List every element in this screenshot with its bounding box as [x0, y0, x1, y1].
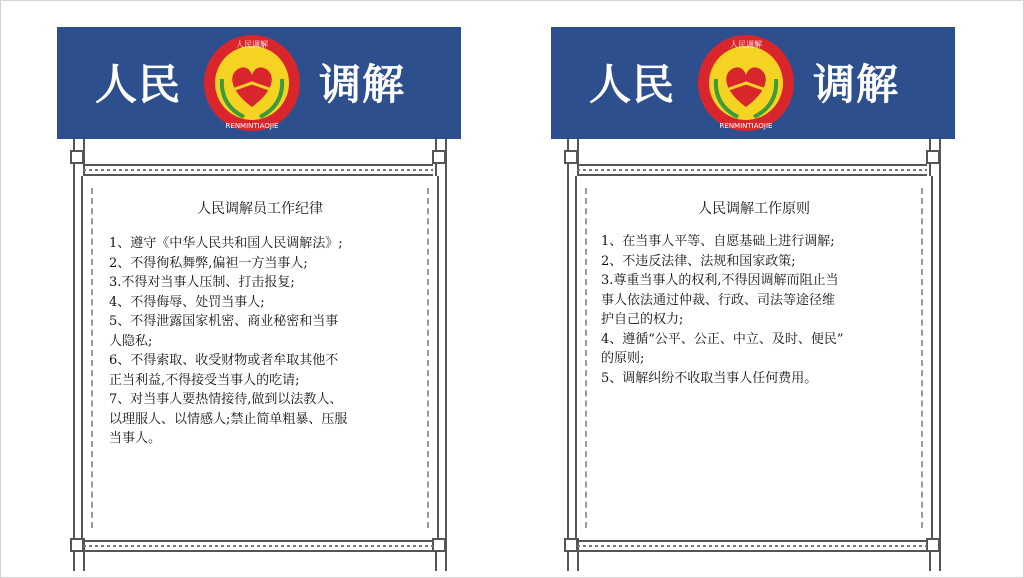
- rule-line: 事人依法通过仲裁、行政、司法等途径维: [601, 292, 836, 308]
- rule-line: 2、不违反法律、法规和国家政策;: [601, 253, 796, 269]
- rule-line: 1、遵守《中华人民共和国人民调解法》;: [109, 236, 343, 251]
- mediation-emblem-icon: [696, 33, 796, 133]
- rule-line: 1、在当事人平等、自愿基础上进行调解;: [601, 234, 835, 249]
- emblem-bottom-text: RENMINTIAOJIE: [225, 122, 279, 130]
- bottom-rail: [577, 540, 927, 552]
- rule-line: 人隐私;: [109, 333, 153, 349]
- mediation-emblem-icon: [202, 33, 302, 133]
- post-cap: [564, 538, 578, 552]
- rule-line: 2、不得徇私舞弊,偏袒一方当事人;: [109, 255, 308, 271]
- rule-line: 5、调解纠纷不收取当事人任何费用。: [601, 370, 818, 386]
- rules-panel: [81, 176, 439, 538]
- banner: [551, 27, 955, 139]
- rule-line: 以理服人、以情感人;禁止简单粗暴、压服: [109, 411, 348, 427]
- top-rail: [577, 164, 927, 176]
- rules-list: [109, 234, 415, 449]
- banner: [57, 27, 461, 139]
- rule-line: 4、遵循“公平、公正、中立、及时、便民”: [601, 331, 844, 347]
- rule-line: 当事人。: [109, 431, 162, 446]
- rule-line: 5、不得泄露国家机密、商业秘密和当事: [109, 314, 339, 329]
- post-cap: [926, 150, 940, 164]
- bottom-rail: [83, 540, 433, 552]
- post-cap: [926, 538, 940, 552]
- rule-line: 3.不得对当事人压制、打击报复;: [109, 275, 295, 290]
- banner-title-right: 调解: [813, 60, 900, 109]
- rule-line: 4、不得侮辱、处罚当事人;: [109, 294, 265, 310]
- rules-panel: [575, 176, 933, 538]
- banner-title-left: 人民: [589, 60, 676, 109]
- rule-line: 7、对当事人要热情接待,做到以法教人、: [109, 392, 343, 407]
- rule-line: 的原则;: [601, 351, 645, 366]
- emblem-top-text: 人民调解: [730, 40, 762, 49]
- banner-title-left: 人民: [95, 60, 182, 109]
- board-discipline: [57, 0, 461, 578]
- banner-title-right: 调解: [319, 60, 406, 109]
- rule-line: 护自己的权力;: [601, 312, 684, 327]
- rule-line: 6、不得索取、收受财物或者牟取其他不: [109, 353, 339, 368]
- emblem-top-text: 人民调解: [236, 40, 268, 49]
- post-cap: [432, 538, 446, 552]
- emblem-bottom-text: RENMINTIAOJIE: [719, 122, 773, 130]
- rule-line: 正当利益,不得接受当事人的吃请;: [109, 372, 300, 388]
- rule-line: 3.尊重当事人的权利,不得因调解而阻止当: [601, 273, 839, 288]
- post-cap: [70, 150, 84, 164]
- board-principles: [551, 0, 955, 578]
- rules-list: [601, 232, 909, 388]
- post-cap: [432, 150, 446, 164]
- panel-title: 人民调解员工作纪律: [197, 201, 323, 217]
- panel-title: 人民调解工作原则: [698, 201, 810, 217]
- top-rail: [83, 164, 433, 176]
- post-cap: [564, 150, 578, 164]
- post-cap: [70, 538, 84, 552]
